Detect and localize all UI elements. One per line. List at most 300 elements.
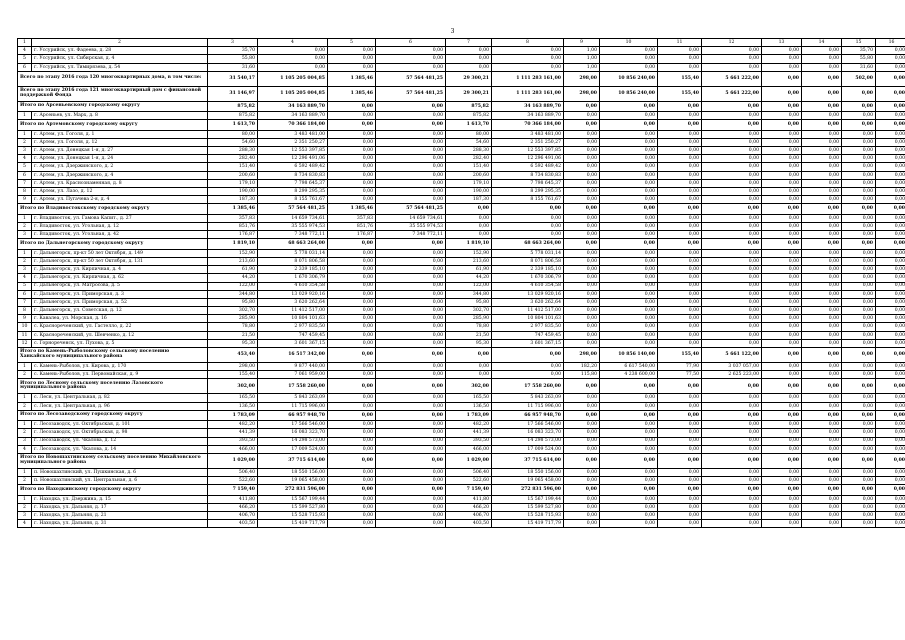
value-cell: 0,00 <box>376 512 446 520</box>
subtotal-value: 16 517 342,00 <box>258 348 328 363</box>
value-cell: 0,00 <box>376 437 446 445</box>
value-cell: 851,76 <box>208 222 258 230</box>
value-cell: 0,00 <box>802 266 842 274</box>
value-cell: 7 348 772,11 <box>258 231 328 239</box>
row-index: 6 <box>18 63 32 71</box>
subtotal-value: 272 831 596,00 <box>258 485 328 495</box>
subtotal-value: 1 385,46 <box>328 204 376 214</box>
address-cell: г. Дальнегорск, ул. Приморская, д. 3 <box>32 290 208 298</box>
value-cell: 0,00 <box>702 339 762 347</box>
table-body <box>18 47 905 528</box>
value-cell: 17 009 524,00 <box>492 445 564 453</box>
page-number: 3 <box>450 28 455 35</box>
value-cell: 0,00 <box>762 520 802 528</box>
value-cell: 0,00 <box>762 445 802 453</box>
value-cell: 0,00 <box>600 214 658 222</box>
value-cell: 0,00 <box>762 147 802 155</box>
subtotal-value: 1 111 283 161,00 <box>492 86 564 101</box>
value-cell: 0,00 <box>446 214 492 222</box>
value-cell: 302,70 <box>208 307 258 315</box>
row-index: 2 <box>18 371 32 379</box>
value-cell: 0,00 <box>492 47 564 55</box>
value-cell: 393,50 <box>446 437 492 445</box>
value-cell: 54,60 <box>446 138 492 146</box>
value-cell: 21,50 <box>446 331 492 339</box>
table-row <box>18 222 905 230</box>
subtotal-value: 0,00 <box>762 379 802 394</box>
column-number: 8 <box>492 39 564 47</box>
subtotal-label: Всего по этапу 2016 года 120 многоквартирных дома, в том числе: <box>18 71 208 86</box>
value-cell: 0,00 <box>762 290 802 298</box>
value-cell: 0,00 <box>658 495 702 503</box>
value-cell: 0,00 <box>762 421 802 429</box>
value-cell: 0,00 <box>328 196 376 204</box>
subtotal-value: 0,00 <box>658 410 702 420</box>
value-cell: 441,39 <box>446 429 492 437</box>
value-cell: 12 296 491,06 <box>258 155 328 163</box>
row-index: 5 <box>18 282 32 290</box>
table-row <box>18 477 905 485</box>
value-cell: 0,00 <box>328 429 376 437</box>
address-cell: с. Краснореченский, ул. Шевченко, д. 12 <box>32 331 208 339</box>
value-cell: 8 155 761,67 <box>492 196 564 204</box>
value-cell: 0,00 <box>802 512 842 520</box>
subtotal-label: Итого по Новошахтинскому сельскому поселению Михайловского муниципального района <box>18 453 208 468</box>
subtotal-label: Итого по Артемовскому городскому округу <box>18 120 208 130</box>
value-cell: 0,00 <box>328 323 376 331</box>
value-cell: 522,60 <box>208 477 258 485</box>
value-cell: 14 659 734,61 <box>258 214 328 222</box>
value-cell: 0,00 <box>762 266 802 274</box>
address-cell: г. Артем, ул. Дзержинского, д. 2 <box>32 163 208 171</box>
subtotal-value: 34 163 889,70 <box>258 101 328 111</box>
subtotal-value: 1 819,10 <box>446 239 492 249</box>
subtotal-value: 302,00 <box>208 379 258 394</box>
column-number: 12 <box>702 39 762 47</box>
column-number: 11 <box>658 39 702 47</box>
value-cell: 0,00 <box>842 196 876 204</box>
value-cell: 0,00 <box>376 520 446 528</box>
value-cell: 0,00 <box>802 179 842 187</box>
value-cell: 0,00 <box>446 63 492 71</box>
value-cell: 0,00 <box>328 421 376 429</box>
value-cell: 0,00 <box>876 155 905 163</box>
value-cell: 0,00 <box>762 307 802 315</box>
subtotal-value: 57 564 481,25 <box>376 204 446 214</box>
value-cell: 0,00 <box>658 147 702 155</box>
value-cell: 0,00 <box>876 402 905 410</box>
subtotal-value: 0,00 <box>762 348 802 363</box>
subtotal-label: Всего по этапу 2016 года 121 многоквартирный дом с финансовой поддержкой Фонда <box>18 86 208 101</box>
value-cell: 482,20 <box>446 421 492 429</box>
value-cell: 2 339 185,10 <box>258 266 328 274</box>
value-cell: 0,00 <box>328 445 376 453</box>
address-cell: г. Уссурийск, ул. Тимирязева, д. 54 <box>32 63 208 71</box>
value-cell: 0,00 <box>802 402 842 410</box>
value-cell: 0,00 <box>802 290 842 298</box>
row-index: 2 <box>18 402 32 410</box>
value-cell: 0,00 <box>702 468 762 476</box>
value-cell: 0,00 <box>658 179 702 187</box>
value-cell: 35 555 974,53 <box>258 222 328 230</box>
value-cell: 0,00 <box>376 394 446 402</box>
value-cell: 15 419 717,79 <box>258 520 328 528</box>
value-cell: 0,00 <box>600 196 658 204</box>
value-cell: 0,00 <box>842 331 876 339</box>
value-cell: 0,00 <box>876 445 905 453</box>
value-cell: 0,00 <box>600 315 658 323</box>
value-cell: 0,00 <box>802 282 842 290</box>
value-cell: 0,00 <box>658 171 702 179</box>
value-cell: 0,00 <box>702 214 762 222</box>
subtotal-value: 0,00 <box>328 379 376 394</box>
table-row <box>18 298 905 306</box>
subtotal-value: 1 029,00 <box>446 453 492 468</box>
value-cell: 0,00 <box>376 163 446 171</box>
value-cell: 0,00 <box>762 130 802 138</box>
column-number: 5 <box>328 39 376 47</box>
value-cell: 0,00 <box>842 138 876 146</box>
value-cell: 176,87 <box>208 231 258 239</box>
value-cell: 0,00 <box>658 323 702 331</box>
address-cell: с. Камень-Рыболов, ул. Первомайская, д. 9 <box>32 371 208 379</box>
value-cell: 0,00 <box>564 339 600 347</box>
value-cell: 136,50 <box>446 402 492 410</box>
row-index: 1 <box>18 214 32 222</box>
value-cell: 8 155 761,67 <box>258 196 328 204</box>
subtotal-value: 17 558 260,00 <box>492 379 564 394</box>
value-cell: 0,00 <box>876 331 905 339</box>
value-cell: 95,80 <box>208 298 258 306</box>
value-cell: 0,00 <box>658 429 702 437</box>
address-cell: г. Находка, ул. Дальняя, д. 17 <box>32 503 208 511</box>
value-cell: 2 625 223,00 <box>702 371 762 379</box>
value-cell: 0,00 <box>564 163 600 171</box>
value-cell: 0,00 <box>802 249 842 257</box>
subtotal-value: 57 564 481,25 <box>258 204 328 214</box>
subtotal-value: 1 783,09 <box>446 410 492 420</box>
value-cell: 0,00 <box>876 214 905 222</box>
subtotal-value: 0,00 <box>658 379 702 394</box>
value-cell: 0,00 <box>600 188 658 196</box>
column-number: 15 <box>842 39 876 47</box>
value-cell: 0,00 <box>702 155 762 163</box>
value-cell: 0,00 <box>762 339 802 347</box>
value-cell: 0,00 <box>802 214 842 222</box>
subtotal-value: 0,00 <box>564 204 600 214</box>
value-cell: 0,00 <box>328 249 376 257</box>
value-cell: 0,00 <box>600 163 658 171</box>
value-cell: 0,00 <box>658 282 702 290</box>
address-cell: г. Артем, ул. Гоголя, д. 12 <box>32 138 208 146</box>
value-cell: 0,00 <box>762 468 802 476</box>
row-index: 1 <box>18 421 32 429</box>
row-index: 12 <box>18 339 32 347</box>
value-cell: 0,00 <box>658 222 702 230</box>
value-cell: 3 483 481,00 <box>258 130 328 138</box>
subtotal-value: 0,00 <box>876 379 905 394</box>
row-index: 11 <box>18 331 32 339</box>
value-cell: 0,00 <box>328 371 376 379</box>
address-cell: с. Лесн, ул. Центральная, д. 82 <box>32 394 208 402</box>
subtotal-row <box>18 71 905 86</box>
subtotal-value: 0,00 <box>802 101 842 111</box>
value-cell: 0,00 <box>876 282 905 290</box>
value-cell: 31,60 <box>842 63 876 71</box>
address-cell: г. Находка, ул. Дзержина, д. 15 <box>32 495 208 503</box>
value-cell: 0,00 <box>600 63 658 71</box>
value-cell: 0,00 <box>600 339 658 347</box>
value-cell: 0,00 <box>564 222 600 230</box>
subtotal-value: 0,00 <box>842 453 876 468</box>
table-row <box>18 282 905 290</box>
row-index: 1 <box>18 394 32 402</box>
value-cell: 0,00 <box>328 138 376 146</box>
subtotal-value: 0,00 <box>762 453 802 468</box>
value-cell: 0,00 <box>376 155 446 163</box>
value-cell: 0,00 <box>600 307 658 315</box>
subtotal-label: Итого по Владивостокскому городскому округу <box>18 204 208 214</box>
value-cell: 0,00 <box>600 429 658 437</box>
value-cell: 0,00 <box>376 331 446 339</box>
value-cell: 0,00 <box>842 520 876 528</box>
subtotal-value: 1 385,46 <box>328 86 376 101</box>
row-index: 1 <box>18 363 32 371</box>
value-cell: 2 351 250,27 <box>258 138 328 146</box>
value-cell: 0,00 <box>376 298 446 306</box>
subtotal-value: 1 111 283 161,00 <box>492 71 564 86</box>
value-cell: 466,20 <box>208 503 258 511</box>
value-cell: 0,00 <box>376 445 446 453</box>
subtotal-value: 0,00 <box>702 204 762 214</box>
value-cell: 406,70 <box>208 512 258 520</box>
value-cell: 466,20 <box>446 503 492 511</box>
value-cell: 0,00 <box>658 138 702 146</box>
value-cell: 0,00 <box>802 147 842 155</box>
value-cell: 95,80 <box>446 298 492 306</box>
row-index: 4 <box>18 520 32 528</box>
value-cell: 0,00 <box>328 315 376 323</box>
value-cell: 0,00 <box>762 429 802 437</box>
table-row <box>18 188 905 196</box>
value-cell: 0,00 <box>328 112 376 120</box>
value-cell: 0,00 <box>658 307 702 315</box>
value-cell: 0,00 <box>328 163 376 171</box>
value-cell: 0,00 <box>802 323 842 331</box>
address-cell: г. Уссурийск, ул. Фадеева, д. 28 <box>32 47 208 55</box>
value-cell: 0,00 <box>702 512 762 520</box>
value-cell: 0,00 <box>600 477 658 485</box>
value-cell: 176,87 <box>328 231 376 239</box>
column-number: 14 <box>802 39 842 47</box>
value-cell: 0,00 <box>802 112 842 120</box>
value-cell: 393,50 <box>208 437 258 445</box>
value-cell: 0,00 <box>376 402 446 410</box>
value-cell: 0,00 <box>600 130 658 138</box>
value-cell: 0,00 <box>376 477 446 485</box>
subtotal-value: 0,00 <box>802 120 842 130</box>
value-cell: 11 412 517,00 <box>258 307 328 315</box>
subtotal-value: 0,00 <box>802 379 842 394</box>
value-cell: 344,80 <box>446 290 492 298</box>
subtotal-value: 0,00 <box>600 204 658 214</box>
subtotal-value: 0,00 <box>658 485 702 495</box>
value-cell: 0,00 <box>328 188 376 196</box>
value-cell: 0,00 <box>328 512 376 520</box>
value-cell: 0,00 <box>376 147 446 155</box>
value-cell: 0,00 <box>842 477 876 485</box>
value-cell: 5 843 263,09 <box>492 394 564 402</box>
value-cell: 4 610 354,58 <box>492 282 564 290</box>
value-cell: 7 348 772,11 <box>376 231 446 239</box>
subtotal-value: 875,82 <box>446 101 492 111</box>
subtotal-value: 5 661 222,00 <box>702 86 762 101</box>
table-row <box>18 520 905 528</box>
value-cell: 0,00 <box>564 394 600 402</box>
value-cell: 213,60 <box>208 257 258 265</box>
value-cell: 0,00 <box>328 495 376 503</box>
value-cell: 0,00 <box>802 188 842 196</box>
subtotal-value: 57 564 481,25 <box>376 71 446 86</box>
column-number: 2 <box>32 39 208 47</box>
subtotal-row <box>18 86 905 101</box>
subtotal-value: 272 831 596,00 <box>492 485 564 495</box>
value-cell: 0,00 <box>876 257 905 265</box>
value-cell: 282,40 <box>208 155 258 163</box>
table-row <box>18 394 905 402</box>
address-cell: г. Дальнегорск, пр-кт 50 лет Октября, д. 131 <box>32 257 208 265</box>
subtotal-value: 0,00 <box>876 71 905 86</box>
value-cell: 0,00 <box>564 402 600 410</box>
value-cell: 0,00 <box>842 307 876 315</box>
value-cell: 0,00 <box>328 363 376 371</box>
value-cell: 3 620 262,64 <box>258 298 328 306</box>
value-cell: 77,90 <box>658 363 702 371</box>
value-cell: 0,00 <box>876 394 905 402</box>
table-row <box>18 363 905 371</box>
value-cell: 16 083 323,70 <box>492 429 564 437</box>
value-cell: 403,50 <box>446 520 492 528</box>
row-index: 3 <box>18 437 32 445</box>
value-cell: 0,00 <box>702 63 762 71</box>
value-cell: 288,30 <box>208 147 258 155</box>
subtotal-value: 0,00 <box>564 101 600 111</box>
value-cell: 0,00 <box>328 520 376 528</box>
value-cell: 0,00 <box>702 331 762 339</box>
address-cell: г. Артем, ул. Краснознаменная, д. 8 <box>32 179 208 187</box>
subtotal-value: 0,00 <box>564 120 600 130</box>
value-cell: 0,00 <box>802 155 842 163</box>
value-cell: 0,00 <box>802 429 842 437</box>
value-cell: 0,00 <box>564 266 600 274</box>
value-cell: 0,00 <box>842 363 876 371</box>
value-cell: 0,00 <box>658 468 702 476</box>
value-cell: 0,00 <box>564 512 600 520</box>
value-cell: 0,00 <box>842 323 876 331</box>
subtotal-value: 68 663 264,00 <box>492 239 564 249</box>
value-cell: 0,00 <box>842 112 876 120</box>
value-cell: 0,00 <box>658 339 702 347</box>
row-index: 2 <box>18 257 32 265</box>
column-number: 9 <box>564 39 600 47</box>
value-cell: 403,50 <box>208 520 258 528</box>
subtotal-value: 155,40 <box>658 86 702 101</box>
subtotal-value: 57 564 481,25 <box>376 86 446 101</box>
row-index: 1 <box>18 495 32 503</box>
table-row <box>18 147 905 155</box>
subtotal-value: 0,00 <box>842 379 876 394</box>
address-cell: г. Дальнегорск, ул. Советская, д. 12 <box>32 307 208 315</box>
row-index: 2 <box>18 222 32 230</box>
value-cell: 0,00 <box>376 188 446 196</box>
value-cell: 0,00 <box>600 421 658 429</box>
value-cell: 0,00 <box>702 47 762 55</box>
subtotal-value: 0,00 <box>842 120 876 130</box>
value-cell: 0,00 <box>658 214 702 222</box>
subtotal-value: 0,00 <box>492 204 564 214</box>
subtotal-value: 0,00 <box>376 239 446 249</box>
value-cell: 0,00 <box>702 307 762 315</box>
subtotal-row <box>18 239 905 249</box>
value-cell: 0,00 <box>842 222 876 230</box>
value-cell: 0,00 <box>842 495 876 503</box>
value-cell: 0,00 <box>876 503 905 511</box>
value-cell: 0,00 <box>876 188 905 196</box>
value-cell: 0,00 <box>702 298 762 306</box>
value-cell: 0,00 <box>564 274 600 282</box>
subtotal-value: 66 957 948,70 <box>492 410 564 420</box>
value-cell: 0,00 <box>762 231 802 239</box>
value-cell: 0,00 <box>702 445 762 453</box>
table-row <box>18 249 905 257</box>
value-cell: 285,90 <box>208 315 258 323</box>
value-cell: 12 553 397,85 <box>492 147 564 155</box>
value-cell: 155,40 <box>208 371 258 379</box>
table-row <box>18 130 905 138</box>
subtotal-value: 298,00 <box>564 71 600 86</box>
subtotal-value: 37 715 614,00 <box>258 453 328 468</box>
subtotal-value: 10 856 240,00 <box>600 86 658 101</box>
value-cell: 0,00 <box>600 394 658 402</box>
value-cell: 0,00 <box>600 257 658 265</box>
subtotal-value: 0,00 <box>842 86 876 101</box>
subtotal-label: Итого по Находкинскому городскому округу <box>18 485 208 495</box>
value-cell: 0,00 <box>842 503 876 511</box>
value-cell: 0,00 <box>564 429 600 437</box>
subtotal-value: 0,00 <box>658 120 702 130</box>
value-cell: 0,00 <box>600 55 658 63</box>
value-cell: 0,00 <box>842 429 876 437</box>
subtotal-value: 0,00 <box>876 86 905 101</box>
value-cell: 0,00 <box>564 196 600 204</box>
subtotal-value: 0,00 <box>446 204 492 214</box>
value-cell: 0,00 <box>600 179 658 187</box>
value-cell: 0,00 <box>600 274 658 282</box>
value-cell: 15 419 717,79 <box>492 520 564 528</box>
value-cell: 0,00 <box>876 266 905 274</box>
subtotal-value: 453,40 <box>208 348 258 363</box>
value-cell: 0,00 <box>702 402 762 410</box>
value-cell: 0,00 <box>762 179 802 187</box>
value-cell: 0,00 <box>876 171 905 179</box>
value-cell: 0,00 <box>762 163 802 171</box>
row-index: 1 <box>18 130 32 138</box>
value-cell: 0,00 <box>376 421 446 429</box>
value-cell: 78,80 <box>446 323 492 331</box>
value-cell: 0,00 <box>658 520 702 528</box>
value-cell: 0,00 <box>876 323 905 331</box>
value-cell: 15 528 715,93 <box>492 512 564 520</box>
